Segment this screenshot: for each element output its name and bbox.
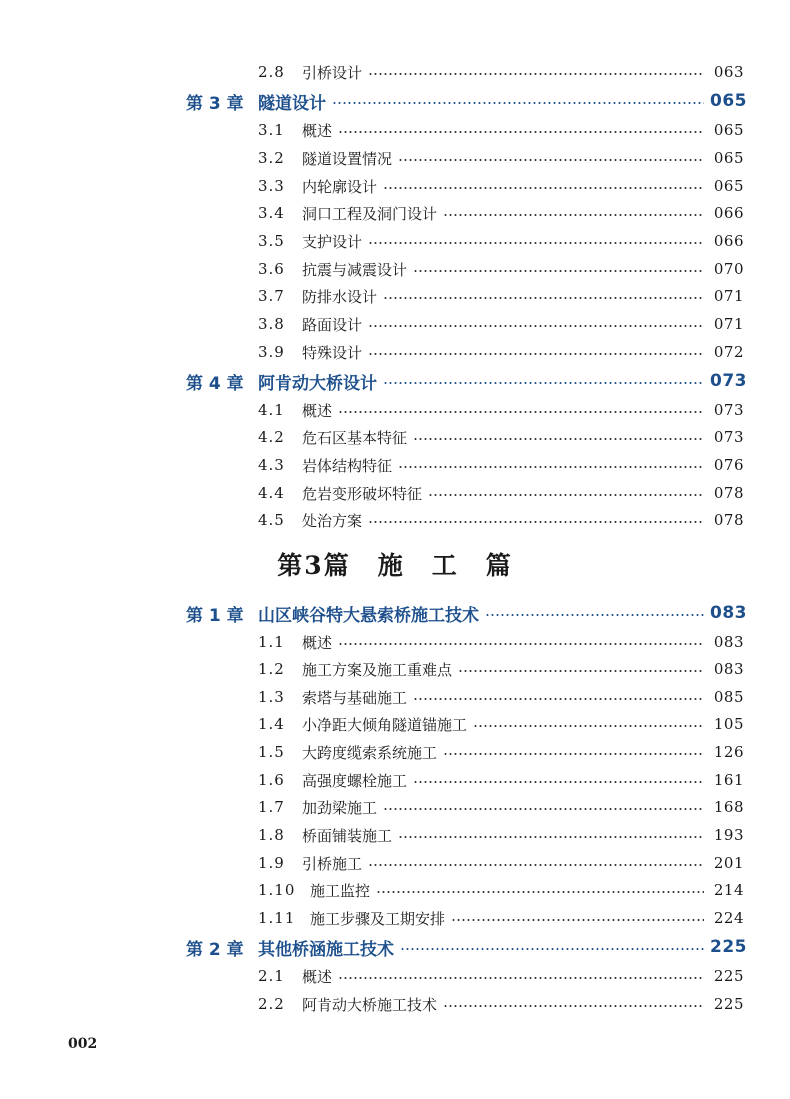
toc-entry-4-1[interactable] bbox=[258, 398, 744, 422]
dot-leader bbox=[383, 187, 704, 189]
section-title: 引桥设计 bbox=[302, 63, 363, 82]
section-number: 1.2 bbox=[258, 660, 285, 678]
section-title: 隧道设置情况 bbox=[302, 149, 393, 168]
dot-leader bbox=[338, 411, 704, 413]
dot-leader bbox=[398, 159, 704, 161]
section-number: 1.9 bbox=[258, 854, 285, 872]
section-number: 4.1 bbox=[258, 401, 285, 419]
page-number: 065 bbox=[710, 91, 747, 111]
section-number: 3.9 bbox=[258, 343, 285, 361]
section-title: 洞口工程及洞门设计 bbox=[302, 204, 438, 223]
dot-leader bbox=[443, 214, 704, 216]
section-title: 支护设计 bbox=[302, 232, 363, 251]
toc-entry-1-11[interactable] bbox=[258, 906, 744, 930]
page-number: 071 bbox=[713, 315, 744, 333]
dot-leader bbox=[458, 670, 704, 672]
section-title: 索塔与基础施工 bbox=[302, 688, 408, 707]
page-number: 063 bbox=[713, 63, 744, 81]
toc-entry-1-7[interactable] bbox=[258, 795, 744, 819]
dot-leader bbox=[338, 131, 704, 133]
section-title: 施工监控 bbox=[310, 881, 371, 900]
dot-leader bbox=[485, 614, 704, 616]
section-title: 施工方案及施工重难点 bbox=[302, 660, 453, 679]
dot-leader bbox=[400, 948, 704, 950]
dot-leader bbox=[368, 325, 704, 327]
dot-leader bbox=[398, 466, 704, 468]
section-number: 4.2 bbox=[258, 428, 285, 446]
toc-entry-3-4[interactable] bbox=[258, 201, 744, 225]
page-number: 214 bbox=[713, 881, 744, 899]
page-number: 073 bbox=[713, 428, 744, 446]
chapter-number: 第 2 章 bbox=[186, 939, 244, 960]
section-title: 施工步骤及工期安排 bbox=[310, 909, 446, 928]
section-number: 3.4 bbox=[258, 204, 285, 222]
section-title: 概述 bbox=[302, 633, 333, 652]
toc-chapter-3[interactable] bbox=[186, 89, 747, 114]
section-number: 1.8 bbox=[258, 826, 285, 844]
page-number: 071 bbox=[713, 287, 744, 305]
section-title: 危石区基本特征 bbox=[302, 428, 408, 447]
toc-entry-3-2[interactable] bbox=[258, 146, 744, 170]
page-number: 083 bbox=[713, 660, 744, 678]
toc-chapter-1[interactable] bbox=[186, 601, 747, 626]
section-number: 2.1 bbox=[258, 967, 285, 985]
toc-entry-1-8[interactable] bbox=[258, 823, 744, 847]
toc-chapter-4[interactable] bbox=[186, 369, 747, 394]
section-title: 概述 bbox=[302, 121, 333, 140]
section-title: 路面设计 bbox=[302, 315, 363, 334]
section-title: 内轮廓设计 bbox=[302, 177, 378, 196]
section-title: 桥面铺装施工 bbox=[302, 826, 393, 845]
page-number: 073 bbox=[713, 401, 744, 419]
chapter-title: 阿肯动大桥设计 bbox=[258, 373, 377, 394]
section-number: 4.3 bbox=[258, 456, 285, 474]
dot-leader bbox=[376, 891, 704, 893]
dot-leader bbox=[338, 643, 704, 645]
section-title: 加劲梁施工 bbox=[302, 798, 378, 817]
section-title: 危岩变形破坏特征 bbox=[302, 484, 423, 503]
dot-leader bbox=[338, 977, 704, 979]
toc-entry-1-2[interactable] bbox=[258, 657, 744, 681]
page-number: 225 bbox=[713, 967, 744, 985]
toc-entry-1-3[interactable] bbox=[258, 685, 744, 709]
section-title: 防排水设计 bbox=[302, 287, 378, 306]
section-number: 4.4 bbox=[258, 484, 285, 502]
dot-leader bbox=[413, 698, 704, 700]
page-number: 085 bbox=[713, 688, 744, 706]
section-number: 3.6 bbox=[258, 260, 285, 278]
section-number: 1.3 bbox=[258, 688, 285, 706]
section-number: 3.8 bbox=[258, 315, 285, 333]
toc-entry-3-7[interactable] bbox=[258, 284, 744, 308]
toc-entry-3-3[interactable] bbox=[258, 174, 744, 198]
section-title: 特殊设计 bbox=[302, 343, 363, 362]
toc-entry-2-8[interactable] bbox=[258, 60, 744, 84]
toc-entry-1-5[interactable] bbox=[258, 740, 744, 764]
chapter-title: 隧道设计 bbox=[258, 93, 326, 114]
section-title: 小净距大倾角隧道锚施工 bbox=[302, 715, 468, 734]
dot-leader bbox=[383, 297, 704, 299]
dot-leader bbox=[413, 438, 704, 440]
dot-leader bbox=[368, 864, 704, 866]
page-number: 066 bbox=[713, 232, 744, 250]
toc-entry-3-6[interactable] bbox=[258, 257, 744, 281]
page-number: 225 bbox=[713, 995, 744, 1013]
dot-leader bbox=[398, 836, 704, 838]
chapter-number: 第 4 章 bbox=[186, 373, 244, 394]
dot-leader bbox=[443, 753, 704, 755]
page-number: 073 bbox=[710, 371, 747, 391]
section-number: 1.7 bbox=[258, 798, 285, 816]
section-number: 3.3 bbox=[258, 177, 285, 195]
toc-entry-2-2[interactable] bbox=[258, 992, 744, 1016]
page-number: 070 bbox=[713, 260, 744, 278]
dot-leader bbox=[332, 102, 704, 104]
dot-leader bbox=[451, 919, 704, 921]
section-title: 概述 bbox=[302, 967, 333, 986]
page-number: 193 bbox=[713, 826, 744, 844]
toc-entry-3-8[interactable] bbox=[258, 312, 744, 336]
page-number: 078 bbox=[713, 511, 744, 529]
section-number: 3.2 bbox=[258, 149, 285, 167]
section-number: 1.6 bbox=[258, 771, 285, 789]
page-number: 201 bbox=[713, 854, 744, 872]
chapter-title: 山区峡谷特大悬索桥施工技术 bbox=[258, 605, 479, 626]
section-number: 1.11 bbox=[258, 909, 296, 927]
toc-entry-3-1[interactable] bbox=[258, 118, 744, 142]
toc-entry-4-3[interactable] bbox=[258, 453, 744, 477]
section-title: 大跨度缆索系统施工 bbox=[302, 743, 438, 762]
section-number: 1.1 bbox=[258, 633, 285, 651]
toc-entry-1-4[interactable] bbox=[258, 712, 744, 736]
section-title: 引桥施工 bbox=[302, 854, 363, 873]
page-number: 065 bbox=[713, 149, 744, 167]
dot-leader bbox=[368, 73, 704, 75]
toc-entry-3-5[interactable] bbox=[258, 229, 744, 253]
toc-chapter-2[interactable] bbox=[186, 935, 747, 960]
section-number: 3.5 bbox=[258, 232, 285, 250]
page-number: 083 bbox=[710, 603, 747, 623]
dot-leader bbox=[413, 781, 704, 783]
section-number: 1.4 bbox=[258, 715, 285, 733]
toc-entry-4-5[interactable] bbox=[258, 508, 744, 532]
dot-leader bbox=[368, 521, 704, 523]
toc-entry-1-6[interactable] bbox=[258, 768, 744, 792]
toc-entry-4-2[interactable] bbox=[258, 425, 744, 449]
chapter-number: 第 1 章 bbox=[186, 605, 244, 626]
toc-entry-4-4[interactable] bbox=[258, 481, 744, 505]
page-number: 161 bbox=[713, 771, 744, 789]
dot-leader bbox=[383, 382, 704, 384]
dot-leader bbox=[383, 808, 704, 810]
toc-entry-1-10[interactable] bbox=[258, 878, 744, 902]
page-number: 065 bbox=[713, 121, 744, 139]
section-title: 高强度螺栓施工 bbox=[302, 771, 408, 790]
section-title: 阿肯动大桥施工技术 bbox=[302, 995, 438, 1014]
section-number: 1.5 bbox=[258, 743, 285, 761]
section-number: 2.2 bbox=[258, 995, 285, 1013]
page-number: 126 bbox=[713, 743, 744, 761]
section-number: 4.5 bbox=[258, 511, 285, 529]
toc-entry-1-1[interactable] bbox=[258, 630, 744, 654]
part-heading: 第3篇 施 工 篇 bbox=[277, 551, 513, 580]
dot-leader bbox=[473, 725, 704, 727]
section-title: 抗震与减震设计 bbox=[302, 260, 408, 279]
chapter-title: 其他桥涵施工技术 bbox=[258, 939, 394, 960]
page-number: 066 bbox=[713, 204, 744, 222]
toc-entry-1-9[interactable] bbox=[258, 851, 744, 875]
section-number: 1.10 bbox=[258, 881, 296, 899]
page-number: 225 bbox=[710, 937, 747, 957]
toc-entry-3-9[interactable] bbox=[258, 340, 744, 364]
section-title: 岩体结构特征 bbox=[302, 456, 393, 475]
page-number: 065 bbox=[713, 177, 744, 195]
page-number: 072 bbox=[713, 343, 744, 361]
page-number: 076 bbox=[713, 456, 744, 474]
dot-leader bbox=[368, 242, 704, 244]
section-title: 处治方案 bbox=[302, 511, 363, 530]
section-number: 3.1 bbox=[258, 121, 285, 139]
footer-page-number: 002 bbox=[68, 1036, 98, 1052]
dot-leader bbox=[368, 353, 704, 355]
page-number: 224 bbox=[713, 909, 744, 927]
dot-leader bbox=[428, 494, 704, 496]
page-number: 083 bbox=[713, 633, 744, 651]
section-number: 2.8 bbox=[258, 63, 285, 81]
chapter-number: 第 3 章 bbox=[186, 93, 244, 114]
section-title: 概述 bbox=[302, 401, 333, 420]
section-number: 3.7 bbox=[258, 287, 285, 305]
dot-leader bbox=[413, 270, 704, 272]
page-number: 078 bbox=[713, 484, 744, 502]
toc-entry-2-1[interactable] bbox=[258, 964, 744, 988]
dot-leader bbox=[443, 1005, 704, 1007]
page-number: 168 bbox=[713, 798, 744, 816]
page-number: 105 bbox=[713, 715, 744, 733]
